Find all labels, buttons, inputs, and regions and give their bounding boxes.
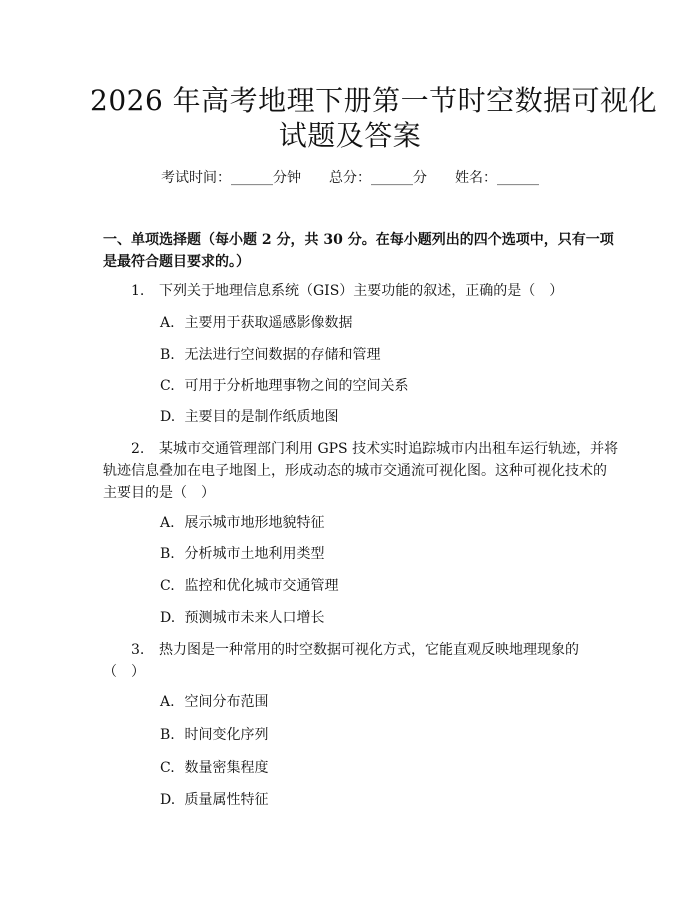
document-title-line-2: 试题及答案 [278,119,422,152]
option-letter: C. [160,378,175,394]
question-stem-line: 热力图是一种常用的时空数据可视化方式，它能直观反映地理现象的 [159,642,579,658]
option-text: 监控和优化城市交通管理 [184,578,339,594]
exam-time-field: 考试时间：______分钟 [161,170,301,186]
question-1 [103,281,603,303]
total-score-field: 总分：______分 [329,170,427,186]
option-letter: A. [160,694,175,710]
option-text: 主要用于获取遥感影像数据 [184,315,353,331]
option-text: 空间分布范围 [184,694,269,710]
question-stem-line: 主要目的是（ ） [103,485,215,501]
question-2-option-d[interactable] [160,608,324,628]
question-3-option-a[interactable] [160,692,268,712]
option-text: 质量属性特征 [184,792,269,808]
student-name-field: 姓名：______ [455,170,539,186]
option-letter: D. [160,610,176,626]
option-letter: B. [160,546,175,562]
question-stem-line: （ ） [103,664,145,680]
question-stem-line: 下列关于地理信息系统（GIS）主要功能的叙述，正确的是（ ） [159,283,564,299]
option-letter: A. [160,515,175,531]
question-2-option-c[interactable] [160,576,338,596]
option-text: 展示城市地形地貌特征 [184,515,325,531]
option-text: 预测城市未来人口增长 [184,610,325,626]
question-number: 2. [131,441,145,457]
option-letter: A. [160,315,175,331]
question-number: 1. [131,283,145,299]
question-1-option-b[interactable] [160,345,380,365]
option-text: 数量密集程度 [184,760,269,776]
section-heading-line-1: 一、单项选择题（每小题 2 分，共 30 分。在每小题列出的四个选项中，只有一项 [103,232,614,248]
question-2-option-b[interactable] [160,544,324,564]
option-text: 主要目的是制作纸质地图 [184,409,339,425]
document-title-line-1: 2026 年高考地理下册第一节时空数据可视化 [90,84,658,117]
option-letter: C. [160,578,175,594]
question-1-option-d[interactable] [160,407,338,427]
question-number: 3. [131,642,145,658]
question-3-option-b[interactable] [160,725,268,745]
question-2 [103,439,619,505]
question-stem-line: 轨迹信息叠加在电子地图上，形成动态的城市交通流可视化图。这种可视化技术的 [103,463,607,479]
exam-meta [0,168,700,188]
question-stem-line: 某城市交通管理部门利用 GPS 技术实时追踪城市内出租车运行轨迹，并将 [159,441,619,457]
question-3 [103,640,603,684]
question-2-option-a[interactable] [160,513,324,533]
question-1-option-c[interactable] [160,376,408,396]
option-text: 可用于分析地理事物之间的空间关系 [184,378,409,394]
option-letter: D. [160,792,176,808]
question-3-option-d[interactable] [160,790,268,810]
section-heading-line-2: 是最符合题目要求的。） [103,254,250,270]
option-letter: D. [160,409,176,425]
option-text: 分析城市土地利用类型 [184,546,325,562]
option-letter: B. [160,347,175,363]
option-letter: C. [160,760,175,776]
section-heading [103,230,614,274]
option-letter: B. [160,727,175,743]
option-text: 无法进行空间数据的存储和管理 [184,347,381,363]
question-1-option-a[interactable] [160,313,352,333]
question-3-option-c[interactable] [160,758,268,778]
option-text: 时间变化序列 [184,727,269,743]
